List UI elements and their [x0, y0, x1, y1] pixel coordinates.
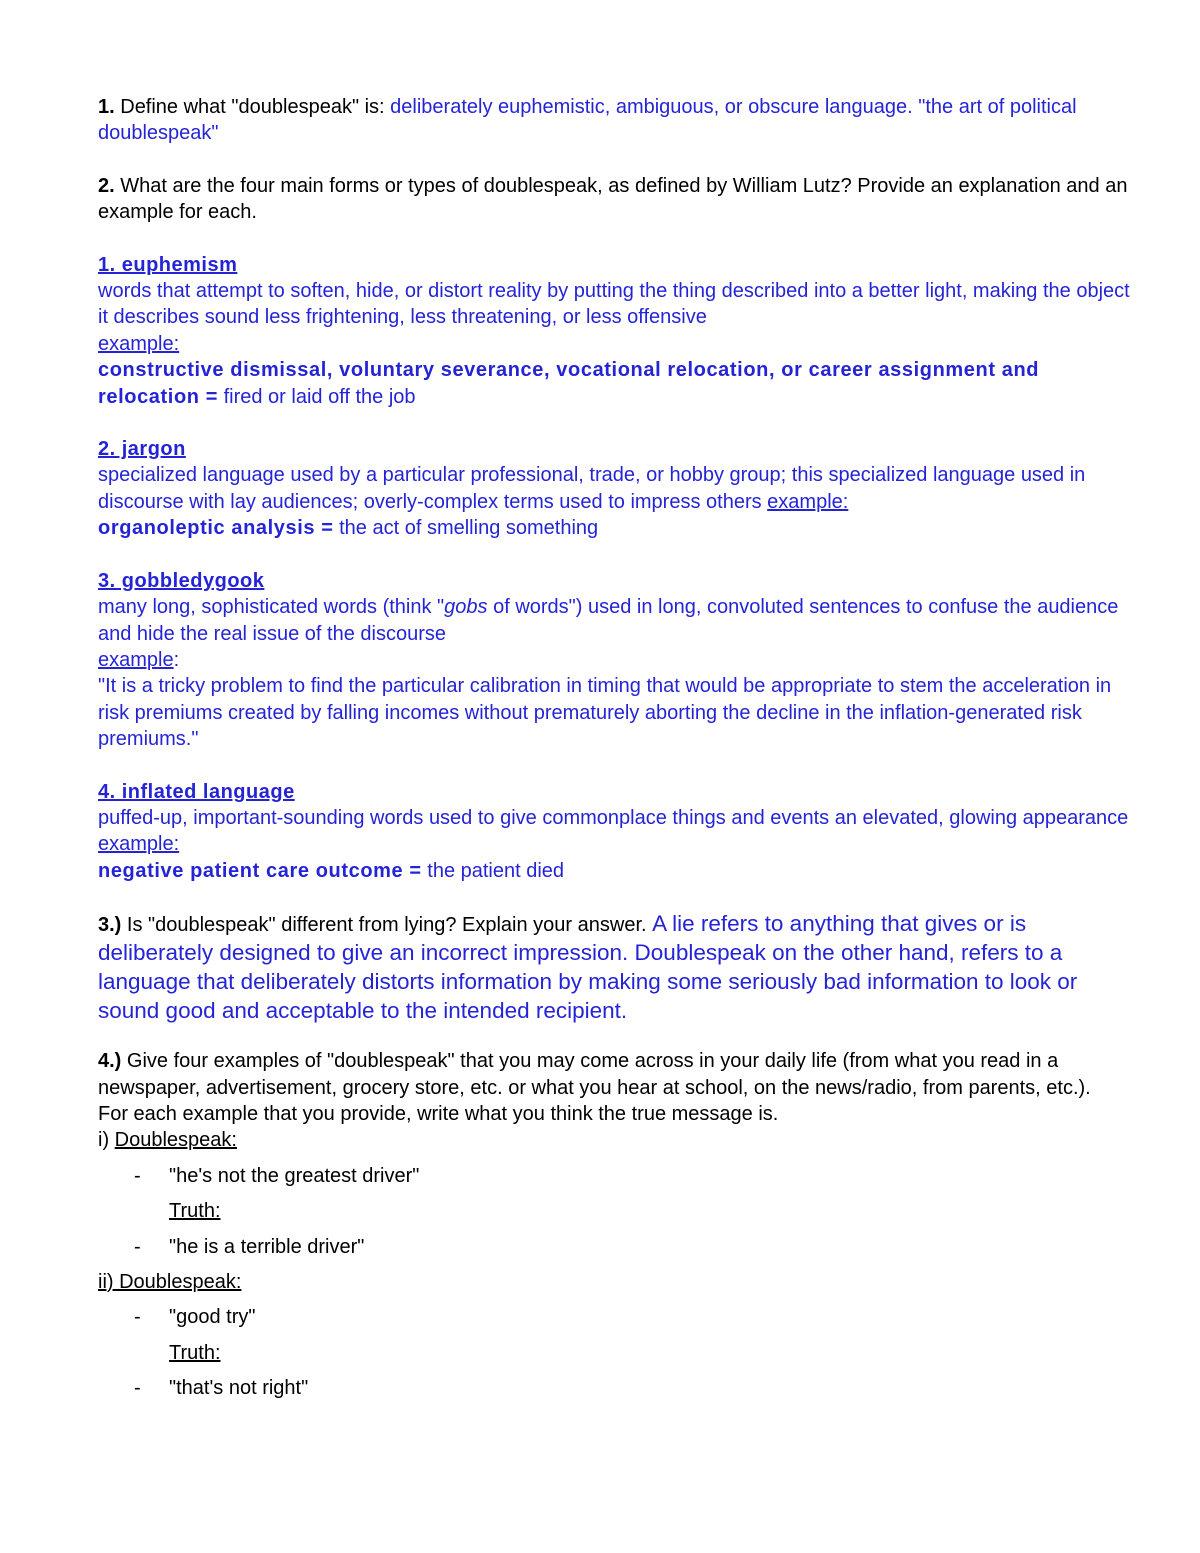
form-jargon: [98, 436, 1133, 542]
question-1: [98, 94, 1133, 147]
document-page: [98, 94, 1133, 1402]
question-number: 1.: [98, 96, 115, 118]
form-heading: 3. gobbledygook: [98, 569, 265, 592]
example-ii-truth: - "that's not right": [134, 1377, 309, 1400]
example-label: example:: [98, 332, 180, 355]
example-label: example:: [767, 490, 849, 513]
example-i-truth: - "he is a terrible driver": [134, 1235, 365, 1258]
form-heading: 1. euphemism: [98, 253, 238, 276]
form-inflated-language: [98, 779, 1133, 885]
example-i-label: i) Doublespeak:: [98, 1129, 237, 1152]
example-i-truth-label: Truth:: [169, 1200, 221, 1223]
question-2: [98, 173, 1133, 226]
example-meaning: fired or laid off the job: [218, 385, 416, 408]
answer-text: A lie refers to anything that gives or is deliberately designed to give an incorrect impression. Doublespeak on the other hand, refers to a language that deliberately distorts information by making some seriously bad information to look or sound good and acceptable to the intended recipient.: [98, 911, 1078, 1024]
example-meaning: the act of smelling something: [333, 517, 599, 540]
example-label: example: [98, 648, 174, 671]
example-ii-doublespeak: - "good try": [134, 1306, 256, 1329]
form-euphemism: [98, 252, 1133, 410]
form-definition: specialized language used by a particular professional, trade, or hobby group; this specialized language used in discourse with lay audiences; overly-complex terms used to impress others: [98, 464, 1086, 513]
example-term: organoleptic analysis =: [98, 517, 334, 540]
question-text: What are the four main forms or types of doublespeak, as defined by William Lutz? Provide an explanation and an example for each.: [98, 174, 1128, 224]
form-definition: words that attempt to soften, hide, or distort reality by putting the thing described into a better light, making the object it describes sound less frightening, less threatening, or less offensive: [98, 280, 1130, 329]
example-ii-label: ii) Doublespeak:: [98, 1271, 242, 1293]
example-meaning: the patient died: [421, 859, 565, 882]
example-quote: "It is a tricky problem to find the particular calibration in timing that would be appropriate to stem the acceleration in risk premiums created by falling incomes without prematurely aborting the decline in the inflation-generated risk premiums.": [98, 675, 1112, 751]
question-text: Is "doublespeak" different from lying? Explain your answer.: [121, 914, 653, 937]
question-3: [98, 910, 1133, 1026]
question-instruction: For each example that you provide, write what you think the true message is.: [98, 1102, 779, 1125]
example-ii-truth-label: Truth:: [169, 1341, 221, 1364]
form-definition: puffed-up, important-sounding words used to give commonplace things and events an elevated, glowing appearance: [98, 806, 1129, 829]
question-number: 4.): [98, 1050, 122, 1073]
form-heading: 2. jargon: [98, 438, 186, 461]
example-label: example:: [98, 833, 180, 856]
example-i-doublespeak: - "he's not the greatest driver": [134, 1164, 420, 1187]
question-text: Define what "doublespeak" is:: [114, 96, 391, 118]
question-4: [98, 1048, 1133, 1401]
example-term: constructive dismissal, voluntary severance, vocational relocation, or career assignment and relocation =: [98, 359, 1040, 408]
answer-text: deliberately euphemistic, ambiguous, or obscure language. "the art of political doublespeak": [98, 96, 1077, 145]
question-number: 3.): [98, 914, 122, 937]
question-number: 2.: [98, 174, 115, 197]
form-definition: many long, sophisticated words (think "gobs of words") used in long, convoluted sentences to confuse the audience and hide the real issue of the discourse: [98, 596, 1119, 645]
example-term: negative patient care outcome =: [98, 859, 422, 882]
question-text: Give four examples of "doublespeak" that you may come across in your daily life (from what you read in a newspaper, advertisement, grocery store, etc. or what you hear at school, on the news/radio, from parents, etc.).: [98, 1050, 1091, 1099]
form-heading: 4. inflated language: [98, 780, 295, 803]
form-gobbledygook: 3. gobbledygook many long, sophisticated words (think "gobs of words") used in long, convoluted sentences to confuse the audience and hide the real issue of the discourse example: "It is a tricky problem to find the particular calibration in timing that would be appropriate to stem the acceleration in risk premiums created by falling incomes without prematurely aborting the decline in the inflation-generated risk premiums.": [98, 568, 1133, 753]
